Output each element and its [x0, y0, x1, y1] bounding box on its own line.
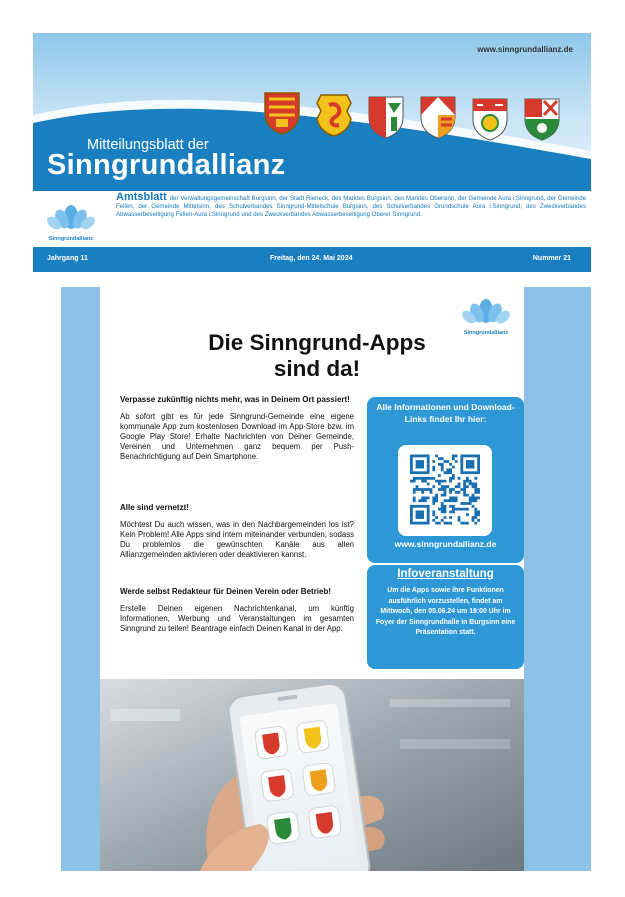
coat-of-arms-burgsinn-icon — [263, 91, 301, 135]
issue-volume: Jahrgang 11 — [47, 255, 88, 262]
masthead — [33, 33, 591, 191]
coat-of-arms-row — [263, 91, 583, 153]
section-body: Erstelle Deinen eigenen Nachrichtenkanal, um künftig Informationen, Werbung und Veranstaltungen im gesamten Sinngrund zu teilen! Beantrage einfach Deinen Kanal in der App. — [120, 604, 354, 633]
logo-text: Sinngrundallianz — [463, 330, 509, 336]
masthead-title: Sinngrundallianz — [47, 149, 286, 181]
headline-line-1: Die Sinngrund-Apps — [208, 330, 426, 355]
smartphone-photo — [100, 679, 524, 871]
info-event-card — [367, 565, 524, 669]
app-announcement-poster — [100, 287, 524, 871]
qr-finder-pattern — [411, 506, 428, 523]
qr-code-icon[interactable] — [410, 453, 480, 526]
publisher-list: der Verwaltungsgemeinschaft Burgsinn, der Stadt Rieneck, des Marktes Burgsinn, des Marktes Obersinn, der Gemeinde Aura i.Sinngrund, der Gemeinde Fellen, der Gemeinde Mittelsinn, des Schulverbandes Sinngrund-Mittelschule Burgsinn, des Schulverbandes Grundschule Aura i.Sinngrund, des Zweckverbandes Abwasserbeseitigung Fellen-Aura i.Sinngrund und des Zweckverbandes Abwasserbeseitigung Oberer Sinngrund. — [116, 195, 586, 219]
section-body: Ab sofort gibt es für jede Sinngrund-Gemeinde eine eigene kommunale App zum kostenlosen Download im App-Store bzw. im Google Play Store! Erhalte Nachrichten von Deiner Gemeinde, Vereinen und Unternehmen ganz bequem per Push-Benachrichtigung auf Dein Smartphone. — [120, 412, 354, 461]
amtsblatt-label: Amtsblatt — [116, 191, 167, 203]
download-info-card — [367, 397, 524, 563]
coat-of-arms-aura-icon — [523, 97, 561, 141]
coat-of-arms-rieneck-icon — [315, 93, 353, 137]
section-connected — [120, 503, 354, 560]
download-url[interactable]: www.sinngrundallianz.de — [394, 539, 497, 549]
coat-of-arms-obersinn-icon — [471, 97, 509, 141]
info-event-body: Um die Apps sowie ihre Funktionen ausführlich vorzustellen, findet am Mittwoch, den 05.06.24 um 19:00 Uhr im Foyer der Sinngrundhalle in Burgsinn eine Präsentation statt. — [375, 587, 516, 636]
issue-date: Freitag, den 24. Mai 2024 — [270, 255, 353, 262]
poster-headline — [160, 330, 474, 382]
section-body: Möchtest Du auch wissen, was in den Nachbargemeinden los ist? Kein Problem! Alle Apps sind intern miteinander verbunden, sodass Du problemlos die gewünschten Kanäle aus allen Allianzgemeinden aktivieren oder deaktivieren kannst. — [120, 520, 354, 559]
headline-line-2: sind da! — [273, 356, 361, 381]
section-become-editor — [120, 587, 354, 634]
masthead-subtitle: Mitteilungsblatt der — [87, 137, 209, 153]
sinngrundallianz-logo-icon — [41, 195, 101, 243]
publisher-info — [33, 191, 591, 247]
publisher-text — [116, 193, 586, 219]
issue-bar — [33, 247, 591, 272]
coat-of-arms-mittelsinn-icon — [419, 95, 457, 139]
qr-code-frame[interactable] — [398, 445, 492, 536]
download-info-heading: Alle Informationen und Download-Links findet Ihr hier: — [376, 402, 515, 424]
section-heading: Alle sind vernetzt! — [120, 503, 189, 512]
section-heading: Verpasse zukünftig nichts mehr, was in Deinem Ort passiert! — [120, 395, 350, 404]
logo-text: Sinngrundallianz — [48, 236, 94, 242]
issue-number: Nummer 21 — [532, 255, 571, 262]
info-event-title: Infoveranstaltung — [397, 568, 494, 580]
qr-finder-pattern — [411, 456, 428, 473]
qr-finder-pattern — [462, 456, 479, 473]
section-heading: Werde selbst Redakteur für Deinen Verein oder Betrieb! — [120, 587, 332, 596]
section-stay-informed — [120, 395, 354, 462]
masthead-website[interactable]: www.sinngrundallianz.de — [477, 45, 573, 54]
coat-of-arms-fellen-icon — [367, 95, 405, 139]
